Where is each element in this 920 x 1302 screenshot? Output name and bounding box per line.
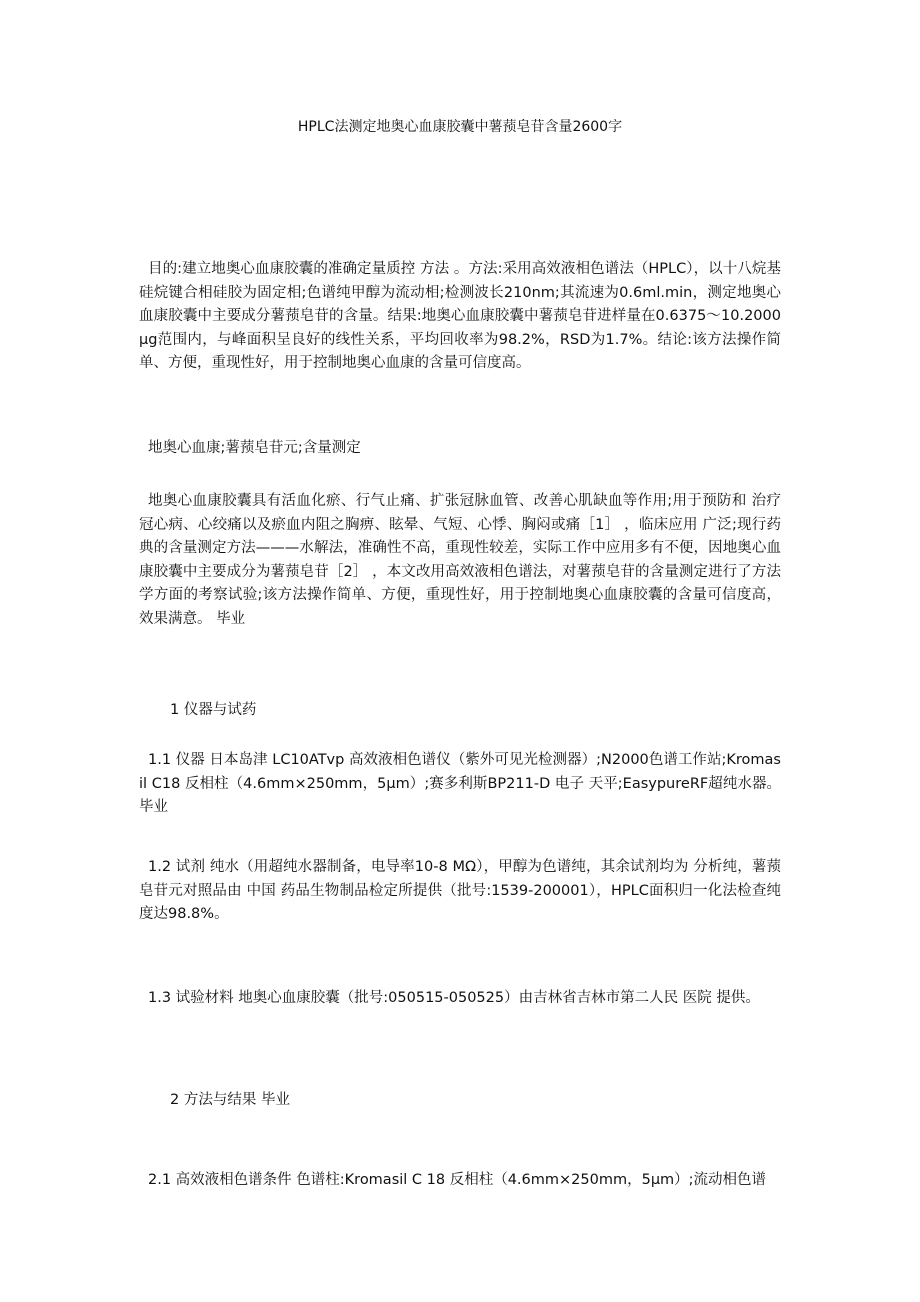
document-title: HPLC法测定地奥心血康胶囊中薯蓣皂苷含量2600字 bbox=[297, 119, 623, 135]
intro-paragraph: 地奥心血康胶囊具有活血化瘀、行气止痛、扩张冠脉血管、改善心肌缺血等作用;用于预防和 治疗 冠心病、心绞痛以及瘀血内阻之胸痹、眩晕、气短、心悸、胸闷或痛［1］ ，临床应用 广泛;现行药典的含量测定方法———水解法，准确性不高，重现性较差，实际工作中应用多有不便，因地奥心血康胶囊中主要成分为薯蓣皂苷［2］ ，本文改用高效液相色谱法，对薯蓣皂苷的含量测定进行了方法学方面的考察试验;该方法操作简单、方便，重现性好，用于控制地奥心血康胶囊的含量可信度高，效果满意。 毕业 bbox=[139, 493, 781, 627]
keywords-paragraph: 地奥心血康;薯蓣皂苷元;含量测定 bbox=[148, 440, 361, 456]
section-1-heading: 1 仪器与试药 bbox=[170, 702, 257, 718]
section-1-2-paragraph: 1.2 试剂 纯水（用超纯水器制备，电导率10-8 MΩ），甲醇为色谱纯，其余试剂均为 分析纯，薯蓣皂苷元对照品由 中国 药品生物制品检定所提供（批号:1539-200001），HPLC面积归一化法检查纯度达98.8%。 bbox=[139, 859, 781, 922]
section-1-3-paragraph: 1.3 试验材料 地奥心血康胶囊（批号:050515-050525）由吉林省吉林市第二人民 医院 提供。 bbox=[148, 990, 760, 1006]
abstract-paragraph: 目的:建立地奥心血康胶囊的准确定量质控 方法 。方法:采用高效液相色谱法（HPLC），以十八烷基硅烷键合相硅胶为固定相;色谱纯甲醇为流动相;检测波长210nm;其流速为0.6ml.min，测定地奥心血康胶囊中主要成分薯蓣皂苷的含量。结果:地奥心血康胶囊中薯蓣皂苷进样量在0.6375～10.2000μg范围内，与峰面积呈良好的线性关系，平均回收率为98.2%，RSD为1.7%。结论:该方法操作简单、方便，重现性好，用于控制地奥心血康的含量可信度高。 bbox=[139, 261, 781, 371]
section-2-heading: 2 方法与结果 毕业 bbox=[170, 1092, 290, 1108]
section-1-1-paragraph: 1.1 仪器 日本岛津 LC10ATvp 高效液相色谱仪（紫外可见光检测器）;N2000色谱工作站;Kromasil C18 反相柱（4.6mm×250mm，5μm）;赛多利斯BP211-D 电子 天平;EasypureRF超纯水器。 毕业 bbox=[139, 752, 781, 815]
section-2-1-paragraph: 2.1 高效液相色谱条件 色谱柱:Kromasil C 18 反相柱（4.6mm×250mm，5μm）;流动相色谱 bbox=[148, 1172, 767, 1188]
